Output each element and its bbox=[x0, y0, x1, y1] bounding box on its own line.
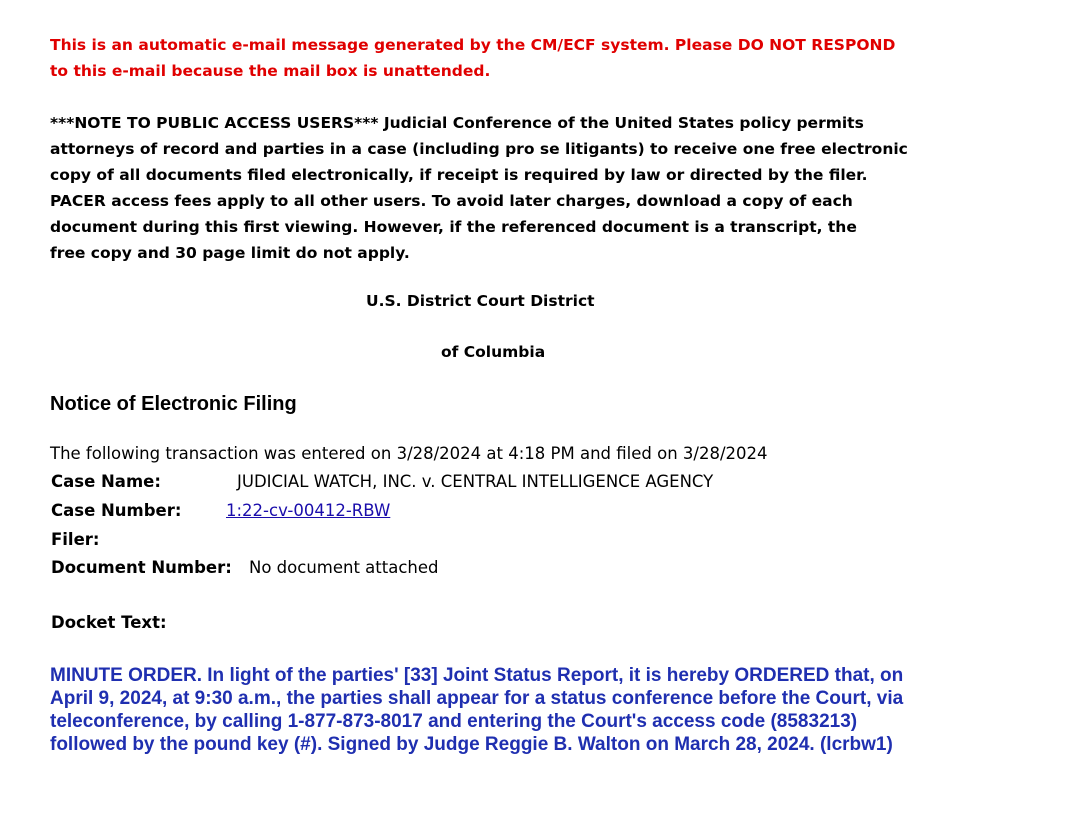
public-access-note bbox=[50, 110, 1050, 266]
case-name-label: Case Name: bbox=[51, 472, 161, 491]
case-number-label: Case Number: bbox=[51, 501, 182, 520]
warning-line-2: to this e-mail because the mail box is unattended. bbox=[50, 62, 491, 80]
court-name-line-2: of Columbia bbox=[441, 343, 546, 361]
case-name-value: JUDICIAL WATCH, INC. v. CENTRAL INTELLIGENCE AGENCY bbox=[237, 472, 714, 491]
transaction-info: The following transaction was entered on 3/28/2024 at 4:18 PM and filed on 3/28/2024 bbox=[50, 444, 768, 463]
note-line: copy of all documents filed electronically, if receipt is required by law or directed by the filer. bbox=[50, 166, 868, 184]
warning-line-1: This is an automatic e-mail message generated by the CM/ECF system. Please DO NOT RESPOND bbox=[50, 36, 896, 54]
note-line: attorneys of record and parties in a case (including pro se litigants) to receive one free electronic bbox=[50, 140, 908, 158]
note-line: document during this first viewing. However, if the referenced document is a transcript, the bbox=[50, 218, 857, 236]
docket-line: teleconference, by calling 1-877-873-8017 and entering the Court's access code (8583213) bbox=[50, 711, 858, 732]
docket-line: April 9, 2024, at 9:30 a.m., the parties shall appear for a status conference before the Court, via bbox=[50, 688, 904, 709]
court-name-line-1: U.S. District Court District bbox=[366, 292, 595, 310]
document-number-value: No document attached bbox=[249, 558, 439, 577]
filer-label: Filer: bbox=[51, 530, 100, 549]
automatic-message-warning bbox=[50, 32, 1040, 84]
note-line: ***NOTE TO PUBLIC ACCESS USERS*** Judicial Conference of the United States policy permits bbox=[50, 114, 864, 132]
docket-line: followed by the pound key (#). Signed by Judge Reggie B. Walton on March 28, 2024. (lcrbw1) bbox=[50, 734, 893, 755]
document-number-label: Document Number: bbox=[51, 558, 232, 577]
docket-text bbox=[50, 664, 1060, 756]
note-line: PACER access fees apply to all other users. To avoid later charges, download a copy of each bbox=[50, 192, 853, 210]
case-number-link[interactable]: 1:22-cv-00412-RBW bbox=[226, 501, 391, 520]
notice-title: Notice of Electronic Filing bbox=[50, 393, 297, 415]
docket-line: MINUTE ORDER. In light of the parties' [33] Joint Status Report, it is hereby ORDERED that, on bbox=[50, 665, 904, 686]
docket-text-label: Docket Text: bbox=[51, 613, 167, 632]
note-line: free copy and 30 page limit do not apply. bbox=[50, 244, 410, 262]
